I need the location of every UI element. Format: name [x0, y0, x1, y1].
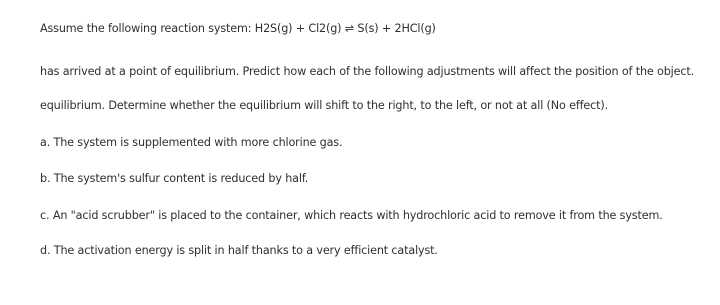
- shift-instruction: equilibrium. Determine whether the equilibrium will shift to the right, to the left, or not at all (No effect).: [40, 99, 608, 112]
- question-b: b. The system's sulfur content is reduced by half.: [40, 172, 309, 185]
- question-c: c. An "acid scrubber" is placed to the container, which reacts with hydrochloric acid to remove it from the system.: [40, 209, 663, 222]
- question-d: d. The activation energy is split in half thanks to a very efficient catalyst.: [40, 244, 438, 257]
- equilibrium-instruction: has arrived at a point of equilibrium. Predict how each of the following adjustments will affect the position of the object.: [40, 65, 695, 78]
- question-a: a. The system is supplemented with more chlorine gas.: [40, 136, 343, 149]
- reaction-statement: Assume the following reaction system: H2S(g) + Cl2(g) ⇌ S(s) + 2HCl(g): [40, 22, 436, 35]
